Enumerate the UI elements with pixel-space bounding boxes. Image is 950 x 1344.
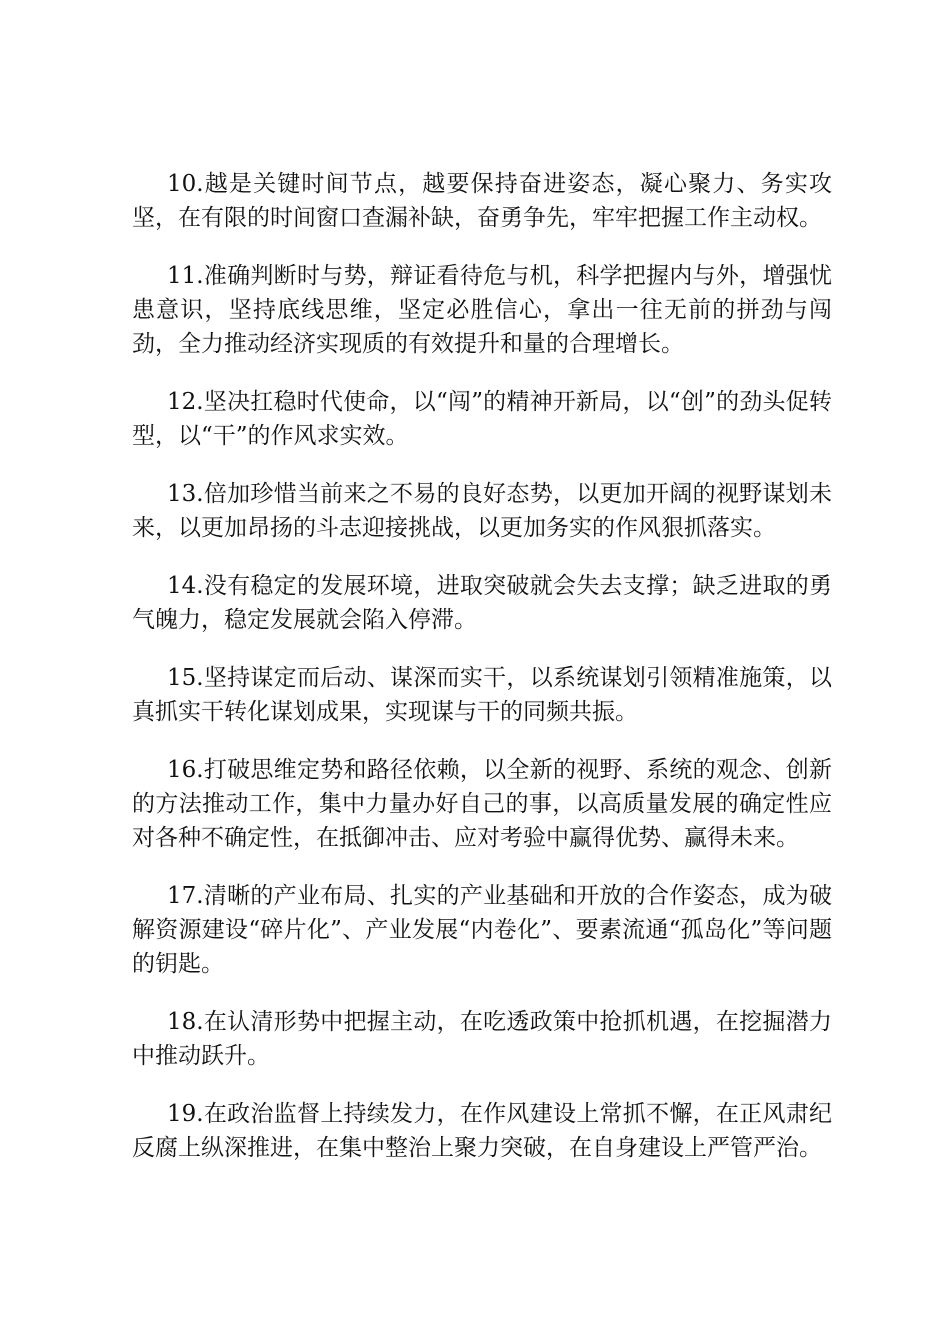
paragraph-15: 15.坚持谋定而后动、谋深而实干，以系统谋划引领精准施策，以真抓实干转化谋划成果，实现谋与干的同频共振。 [132, 665, 832, 725]
paragraph-18: 18.在认清形势中把握主动，在吃透政策中抢抓机遇，在挖掘潜力中推动跃升。 [132, 1009, 832, 1069]
document-body [132, 167, 832, 1189]
paragraph-12: 12.坚决扛稳时代使命，以“闯”的精神开新局，以“创”的劲头促转型，以“干”的作风求实效。 [132, 389, 832, 449]
paragraph-14: 14.没有稳定的发展环境，进取突破就会失去支撑；缺乏进取的勇气魄力，稳定发展就会陷入停滞。 [132, 573, 832, 633]
paragraph-19: 19.在政治监督上持续发力，在作风建设上常抓不懈，在正风肃纪反腐上纵深推进，在集中整治上聚力突破，在自身建设上严管严治。 [132, 1101, 832, 1161]
paragraph-17: 17.清晰的产业布局、扎实的产业基础和开放的合作姿态，成为破解资源建设“碎片化”、产业发展“内卷化”、要素流通“孤岛化”等问题的钥匙。 [132, 883, 832, 977]
paragraph-16: 16.打破思维定势和路径依赖，以全新的视野、系统的观念、创新的方法推动工作，集中力量办好自己的事，以高质量发展的确定性应对各种不确定性，在抵御冲击、应对考验中赢得优势、赢得未来。 [132, 757, 832, 851]
paragraph-13: 13.倍加珍惜当前来之不易的良好态势，以更加开阔的视野谋划未来，以更加昂扬的斗志迎接挑战，以更加务实的作风狠抓落实。 [132, 481, 832, 541]
paragraph-11: 11.准确判断时与势，辩证看待危与机，科学把握内与外，增强忧患意识，坚持底线思维，坚定必胜信心，拿出一往无前的拼劲与闯劲，全力推动经济实现质的有效提升和量的合理增长。 [132, 263, 832, 357]
paragraph-10: 10.越是关键时间节点，越要保持奋进姿态，凝心聚力、务实攻坚，在有限的时间窗口查漏补缺，奋勇争先，牢牢把握工作主动权。 [132, 171, 832, 231]
